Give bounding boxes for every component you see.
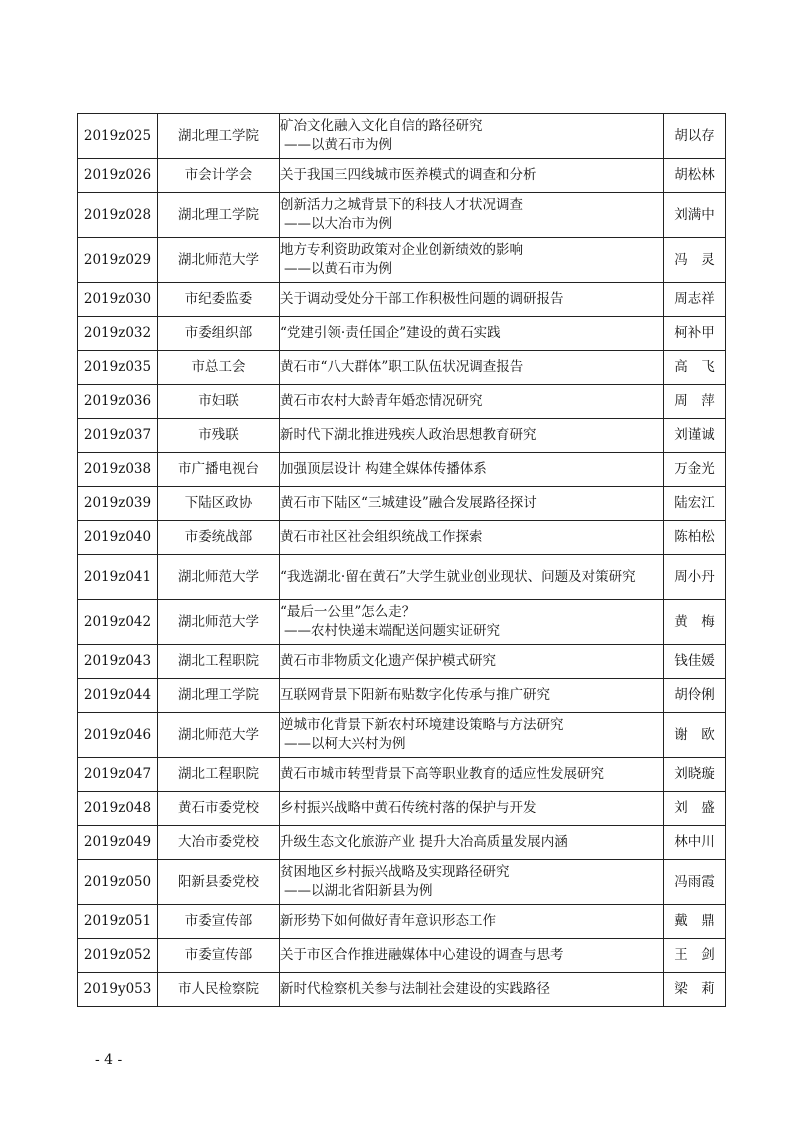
unit-cell: 市委统战部 xyxy=(158,521,280,555)
unit-cell: 市委组织部 xyxy=(158,317,280,351)
unit-cell: 湖北师范大学 xyxy=(158,555,280,600)
title-cell xyxy=(280,521,664,555)
title-line: 新形势下如何做好青年意识形态工作 xyxy=(280,913,496,929)
title-cell xyxy=(280,193,664,238)
title-cell xyxy=(280,238,664,283)
subtitle-line: ——以柯大兴村为例 xyxy=(284,736,406,752)
table-row xyxy=(78,792,726,826)
title-cell xyxy=(280,792,664,826)
unit-cell: 湖北理工学院 xyxy=(158,193,280,238)
project-code-cell: 2019z046 xyxy=(78,713,158,758)
table-row xyxy=(78,238,726,283)
project-code-cell: 2019z048 xyxy=(78,792,158,826)
subtitle-line: ——以黄石市为例 xyxy=(284,137,392,153)
project-code-cell: 2019z047 xyxy=(78,758,158,792)
table-row xyxy=(78,973,726,1007)
project-code-cell: 2019z036 xyxy=(78,385,158,419)
title-line: 黄石市农村大龄青年婚恋情况研究 xyxy=(280,393,483,409)
table-row xyxy=(78,758,726,792)
unit-cell: 湖北师范大学 xyxy=(158,238,280,283)
project-code-cell: 2019y053 xyxy=(78,973,158,1007)
title-line: “我选湖北·留在黄石”大学生就业创业现状、问题及对策研究 xyxy=(280,568,636,585)
title-cell xyxy=(280,905,664,939)
table-row xyxy=(78,713,726,758)
author-cell: 刘满中 xyxy=(664,193,726,238)
title-line: 乡村振兴战略中黄石传统村落的保护与开发 xyxy=(280,800,537,816)
table-row xyxy=(78,645,726,679)
title-line: 矿冶文化融入文化自信的路径研究 xyxy=(280,118,483,134)
title-line: 关于调动受处分干部工作积极性问题的调研报告 xyxy=(280,291,564,307)
title-line: 新时代下湖北推进残疾人政治思想教育研究 xyxy=(280,427,537,443)
title-line: 互联网背景下阳新布贴数字化传承与推广研究 xyxy=(280,687,550,703)
title-cell xyxy=(280,453,664,487)
unit-cell: 湖北师范大学 xyxy=(158,713,280,758)
author-cell: 谢 欧 xyxy=(664,713,726,758)
title-line: 创新活力之城背景下的科技人才状况调查 xyxy=(280,197,523,213)
table-row xyxy=(78,905,726,939)
title-cell xyxy=(280,555,664,600)
table-row xyxy=(78,283,726,317)
table-row xyxy=(78,679,726,713)
title-cell xyxy=(280,758,664,792)
author-cell: 刘晓璇 xyxy=(664,758,726,792)
table-row xyxy=(78,555,726,600)
title-line: 新时代检察机关参与法制社会建设的实践路径 xyxy=(280,981,550,997)
unit-cell: 下陆区政协 xyxy=(158,487,280,521)
table-row xyxy=(78,487,726,521)
title-line: 黄石市非物质文化遗产保护模式研究 xyxy=(280,653,496,669)
title-cell xyxy=(280,159,664,193)
project-table-body xyxy=(78,114,726,1007)
title-cell xyxy=(280,317,664,351)
unit-cell: 市委宣传部 xyxy=(158,905,280,939)
unit-cell: 市广播电视台 xyxy=(158,453,280,487)
unit-cell: 阳新县委党校 xyxy=(158,860,280,905)
project-table xyxy=(77,113,726,1007)
project-code-cell: 2019z042 xyxy=(78,600,158,645)
project-code-cell: 2019z052 xyxy=(78,939,158,973)
project-code-cell: 2019z051 xyxy=(78,905,158,939)
title-cell xyxy=(280,939,664,973)
project-code-cell: 2019z032 xyxy=(78,317,158,351)
project-code-cell: 2019z035 xyxy=(78,351,158,385)
title-line: 逆城市化背景下新农村环境建设策略与方法研究 xyxy=(280,717,564,733)
title-cell xyxy=(280,826,664,860)
unit-cell: 市纪委监委 xyxy=(158,283,280,317)
project-code-cell: 2019z029 xyxy=(78,238,158,283)
unit-cell: 市妇联 xyxy=(158,385,280,419)
unit-cell: 市会计学会 xyxy=(158,159,280,193)
title-cell xyxy=(280,645,664,679)
title-line: 关于我国三四线城市医养模式的调查和分析 xyxy=(280,167,537,183)
author-cell: 黄 梅 xyxy=(664,600,726,645)
author-cell: 冯雨霞 xyxy=(664,860,726,905)
project-code-cell: 2019z050 xyxy=(78,860,158,905)
unit-cell: 大冶市委党校 xyxy=(158,826,280,860)
unit-cell: 湖北理工学院 xyxy=(158,679,280,713)
table-row xyxy=(78,193,726,238)
title-cell xyxy=(280,973,664,1007)
author-cell: 万金光 xyxy=(664,453,726,487)
title-line: 加强顶层设计 构建全媒体传播体系 xyxy=(280,461,487,477)
table-row xyxy=(78,860,726,905)
author-cell: 刘谨诚 xyxy=(664,419,726,453)
title-cell xyxy=(280,385,664,419)
title-cell xyxy=(280,351,664,385)
unit-cell: 市残联 xyxy=(158,419,280,453)
subtitle-line: ——以大冶市为例 xyxy=(284,216,392,232)
project-code-cell: 2019z030 xyxy=(78,283,158,317)
title-line: “党建引领·责任国企”建设的黄石实践 xyxy=(280,325,501,341)
project-code-cell: 2019z041 xyxy=(78,555,158,600)
project-code-cell: 2019z037 xyxy=(78,419,158,453)
title-line: 黄石市城市转型背景下高等职业教育的适应性发展研究 xyxy=(280,766,604,782)
project-code-cell: 2019z026 xyxy=(78,159,158,193)
title-line: 升级生态文化旅游产业 提升大冶高质量发展内涵 xyxy=(280,834,568,850)
project-code-cell: 2019z043 xyxy=(78,645,158,679)
title-line: 关于市区合作推进融媒体中心建设的调查与思考 xyxy=(280,947,564,963)
unit-cell: 湖北理工学院 xyxy=(158,114,280,159)
subtitle-line: ——以黄石市为例 xyxy=(284,261,392,277)
title-line: 贫困地区乡村振兴战略及实现路径研究 xyxy=(280,864,510,880)
unit-cell: 湖北工程职院 xyxy=(158,758,280,792)
author-cell: 刘 盛 xyxy=(664,792,726,826)
author-cell: 钱佳媛 xyxy=(664,645,726,679)
subtitle-line: ——农村快递末端配送问题实证研究 xyxy=(284,623,500,639)
project-code-cell: 2019z049 xyxy=(78,826,158,860)
author-cell: 林中川 xyxy=(664,826,726,860)
table-row xyxy=(78,317,726,351)
author-cell: 梁 莉 xyxy=(664,973,726,1007)
page-number: - 4 - xyxy=(95,1052,123,1068)
title-cell xyxy=(280,600,664,645)
table-row xyxy=(78,521,726,555)
project-code-cell: 2019z038 xyxy=(78,453,158,487)
author-cell: 陈柏松 xyxy=(664,521,726,555)
author-cell: 周 萍 xyxy=(664,385,726,419)
project-code-cell: 2019z039 xyxy=(78,487,158,521)
title-line: 黄石市下陆区“三城建设”融合发展路径探讨 xyxy=(280,495,537,511)
author-cell: 柯补甲 xyxy=(664,317,726,351)
unit-cell: 湖北师范大学 xyxy=(158,600,280,645)
title-cell xyxy=(280,713,664,758)
author-cell: 周志祥 xyxy=(664,283,726,317)
table-row xyxy=(78,114,726,159)
title-cell xyxy=(280,487,664,521)
title-line: 地方专利资助政策对企业创新绩效的影响 xyxy=(280,242,523,258)
unit-cell: 市人民检察院 xyxy=(158,973,280,1007)
table-row xyxy=(78,826,726,860)
author-cell: 胡以存 xyxy=(664,114,726,159)
unit-cell: 市总工会 xyxy=(158,351,280,385)
title-line: 黄石市“八大群体”职工队伍状况调查报告 xyxy=(280,359,524,375)
unit-cell: 湖北工程职院 xyxy=(158,645,280,679)
title-cell xyxy=(280,114,664,159)
author-cell: 冯 灵 xyxy=(664,238,726,283)
unit-cell: 市委宣传部 xyxy=(158,939,280,973)
project-code-cell: 2019z028 xyxy=(78,193,158,238)
table-row xyxy=(78,351,726,385)
table-row xyxy=(78,453,726,487)
table-row xyxy=(78,419,726,453)
title-line: “最后一公里”怎么走？ xyxy=(280,604,416,620)
table-row xyxy=(78,600,726,645)
author-cell: 胡松林 xyxy=(664,159,726,193)
unit-cell: 黄石市委党校 xyxy=(158,792,280,826)
author-cell: 胡伶俐 xyxy=(664,679,726,713)
table-row xyxy=(78,385,726,419)
author-cell: 陆宏江 xyxy=(664,487,726,521)
project-code-cell: 2019z040 xyxy=(78,521,158,555)
author-cell: 戴 鼎 xyxy=(664,905,726,939)
project-code-cell: 2019z025 xyxy=(78,114,158,159)
table-row xyxy=(78,159,726,193)
title-cell xyxy=(280,283,664,317)
title-cell xyxy=(280,860,664,905)
title-line: 黄石市社区社会组织统战工作探索 xyxy=(280,529,483,545)
author-cell: 周小丹 xyxy=(664,555,726,600)
title-cell xyxy=(280,679,664,713)
author-cell: 王 剑 xyxy=(664,939,726,973)
project-code-cell: 2019z044 xyxy=(78,679,158,713)
author-cell: 高 飞 xyxy=(664,351,726,385)
table-row xyxy=(78,939,726,973)
subtitle-line: ——以湖北省阳新县为例 xyxy=(284,883,433,899)
title-cell xyxy=(280,419,664,453)
